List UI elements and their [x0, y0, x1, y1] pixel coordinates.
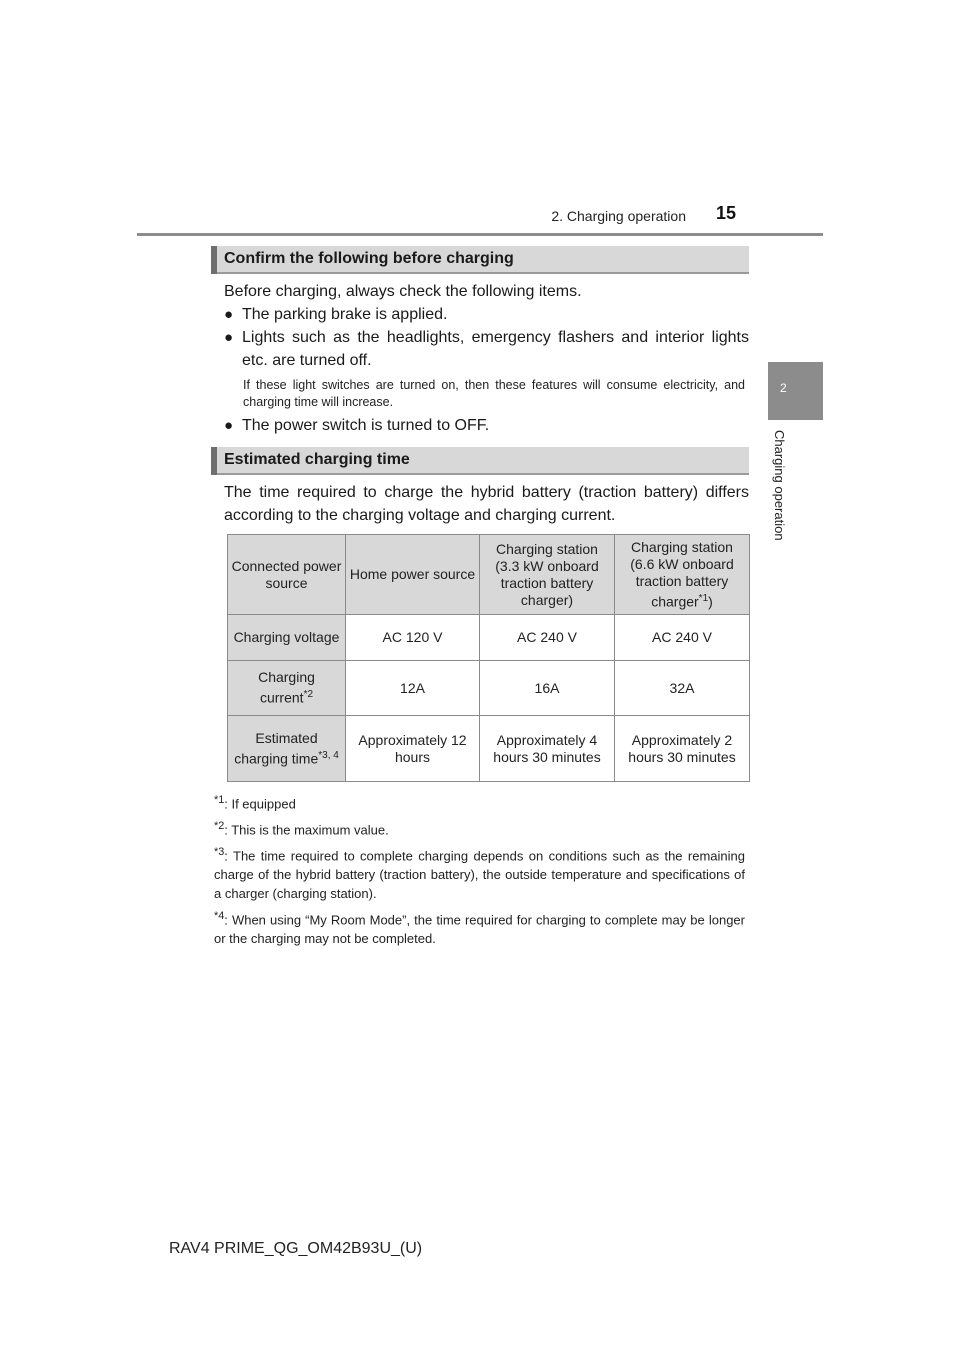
running-header-section: 2. Charging operation: [551, 208, 686, 224]
footnote-ref: *1: [698, 592, 709, 604]
footnote-text: : The time required to complete charging depends on conditions such as the remaining charge of the hybrid battery (traction battery), the outside temperature and specifications of a charger (charging station).: [214, 848, 745, 902]
footnote-ref: *2: [303, 689, 314, 701]
bullet-item: [224, 414, 749, 437]
light-switch-note: If these light switches are turned on, then these features will consume electricity, and charging time will increase.: [243, 378, 745, 409]
bullet-icon: ●: [224, 417, 234, 434]
footnote: [214, 843, 745, 903]
footnote-text: : This is the maximum value.: [224, 822, 389, 838]
table-cell: AC 240 V: [615, 615, 750, 661]
footnote-mark: *4: [214, 910, 225, 922]
section-heading-confirm-text: Confirm the following before charging: [224, 250, 514, 267]
table-row-header: Estimated charging time$^{*3, 4}$: [228, 716, 346, 782]
chapter-side-label-text: Charging operation: [772, 430, 787, 541]
section2-intro: The time required to charge the hybrid battery (traction battery) differs according to the charging voltage and charging current.: [224, 484, 749, 524]
table-row: [228, 661, 750, 716]
table-cell: Approximately 2 hours 30 minutes: [615, 716, 750, 782]
section-heading-estimated: [211, 447, 749, 475]
section-heading-estimated-text: Estimated charging time: [224, 451, 410, 468]
footnote-mark: *1: [214, 794, 225, 806]
document-code: RAV4 PRIME_QG_OM42B93U_(U): [169, 1240, 423, 1257]
table-header-cell: Home power source: [346, 535, 480, 615]
table-row: [228, 615, 750, 661]
bullet-item: [224, 303, 749, 326]
table-cell: Approximately 4 hours 30 minutes: [480, 716, 615, 782]
bullet-text: The power switch is turned to OFF.: [242, 417, 490, 434]
table-cell: AC 240 V: [480, 615, 615, 661]
table-cell: 12A: [346, 661, 480, 716]
table-row: [228, 716, 750, 782]
chapter-tab: [768, 362, 823, 420]
footnote: [214, 907, 745, 947]
table-header-cell: Charging station (3.3 kW onboard traction battery charger): [480, 535, 615, 615]
section1-intro: Before charging, always check the following items.: [224, 283, 582, 300]
bullet-icon: ●: [224, 329, 234, 346]
footnote-text: : When using “My Room Mode”, the time required for charging to complete may be longer or the charging may not be completed.: [214, 912, 745, 947]
header-rule: [137, 233, 823, 236]
bullet-text: Lights such as the headlights, emergency flashers and interior lights etc. are turned off.: [242, 329, 749, 369]
table-cell: 32A: [615, 661, 750, 716]
table-header-cell: Connected power source: [228, 535, 346, 615]
footnote-mark: *2: [214, 820, 225, 832]
bullet-text: The parking brake is applied.: [242, 306, 448, 323]
table-cell: AC 120 V: [346, 615, 480, 661]
footnote: [214, 817, 745, 836]
footnote-ref: *3, 4: [318, 749, 339, 761]
footnote-mark: *3: [214, 846, 225, 858]
charging-time-table: [227, 534, 750, 782]
chapter-tab-number: 2: [780, 381, 787, 395]
section-heading-confirm: [211, 246, 749, 274]
table-header-row: [228, 535, 750, 615]
table-header-cell: Charging station (6.6 kW onboard traction battery charger$^{*1}$): [615, 535, 750, 615]
page-number: 15: [716, 203, 737, 223]
table-row-header: Charging current$^{*2}$: [228, 661, 346, 716]
table-cell: 16A: [480, 661, 615, 716]
table-row-header: Charging voltage: [228, 615, 346, 661]
table-cell: Approximately 12 hours: [346, 716, 480, 782]
bullet-icon: ●: [224, 306, 234, 323]
footnote-text: : If equipped: [224, 796, 296, 812]
footnote: [214, 791, 745, 810]
chapter-side-label: [773, 430, 789, 560]
bullet-item: [224, 326, 749, 372]
